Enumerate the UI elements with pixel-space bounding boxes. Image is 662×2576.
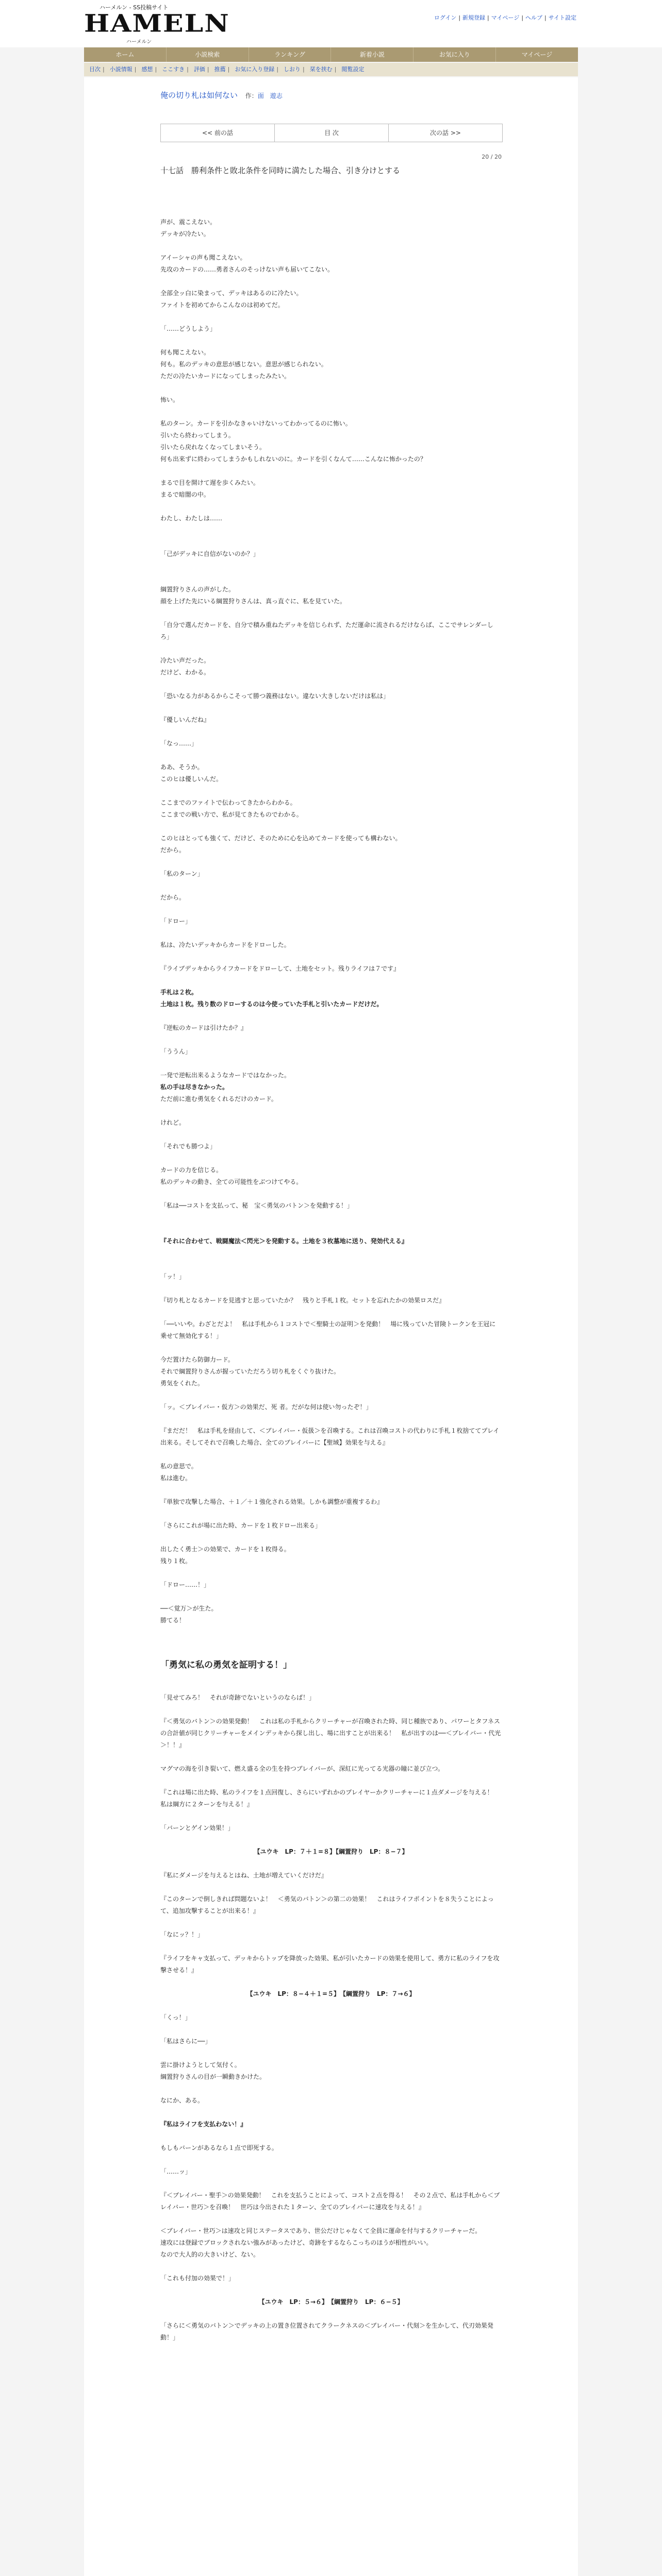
body-paragraph: 私の意思で。	[160, 1463, 197, 1470]
body-paragraph: 「なっ……」	[160, 740, 198, 747]
link-separator: |	[487, 14, 489, 21]
blank-line	[160, 1259, 502, 1271]
body-paragraph: 『＜ブレイバー・聖手＞の効果発動！ これを支払うことによって、コスト２点を得る！ その２点で、私は手札から＜ブレイバー・世巧＞を召喚！ 世巧は今出された１ターン、全てのブレイバーに速攻を与える！』	[160, 2192, 500, 2211]
body-paragraph: 先攻のカードの……勇者さんのそっけない声も届いてこない。	[160, 266, 334, 273]
blank-line	[160, 1034, 502, 1046]
sub-nav-item[interactable]: 目次	[89, 66, 101, 73]
body-paragraph: このヒは優しいんだ。	[160, 775, 223, 783]
blank-line	[160, 1626, 502, 1638]
blank-line	[160, 465, 502, 477]
blank-line	[160, 1532, 502, 1544]
blank-line	[160, 1810, 502, 1822]
blank-line	[160, 1389, 502, 1401]
body-paragraph: 残り１枚。	[160, 1557, 192, 1565]
blank-line	[160, 1105, 502, 1117]
body-paragraph: ここまでの戦い方で、私が見てきたものでわかる。	[160, 811, 303, 818]
blank-line	[160, 2107, 502, 2119]
blank-line	[160, 406, 502, 418]
blank-line	[160, 1307, 502, 1318]
blank-line	[160, 1638, 502, 1650]
body-paragraph: 『これは場に出た時、私のライフを１点回復し、さらにいずれかのプレイヤーかクリーチャーに１点ダメージを与える！ 私は綱方に２ターンを与える！』	[160, 1789, 500, 1808]
body-paragraph: だから。	[160, 894, 186, 901]
link-separator: |	[207, 66, 209, 73]
main-nav-item[interactable]: マイページ	[521, 51, 553, 58]
body-paragraph: 「……どうしよう」	[160, 325, 217, 332]
blank-line	[160, 1484, 502, 1496]
blank-line	[160, 643, 502, 655]
link-separator: |	[103, 66, 105, 73]
body-paragraph: 怖い。	[160, 396, 179, 403]
body-paragraph: 『私にダメージを与えるとはね、土地が増えていくだけだ』	[160, 1872, 327, 1879]
main-content	[84, 77, 578, 2576]
body-paragraph: 「バーンとゲイン効果！」	[160, 1824, 234, 1832]
main-nav-item[interactable]: 新着小説	[331, 47, 413, 62]
blank-line	[160, 1342, 502, 1354]
blank-line	[160, 1010, 502, 1022]
body-paragraph: 手札は２枚。	[160, 989, 198, 996]
body-paragraph: 「私は──コストを支払って、秘 宝＜勇気のバトン＞を発動する！」	[160, 1202, 353, 1209]
blank-line	[160, 1449, 502, 1461]
body-paragraph: ああ、そうか。	[160, 764, 204, 771]
body-paragraph: 【ユウキ LP：８−４＋１=５】 【綱置狩り LP：７→６】	[246, 1990, 416, 1997]
chapter-body	[160, 216, 502, 2576]
blank-line	[160, 2213, 502, 2225]
body-paragraph: 「ドロー……！」	[160, 1581, 210, 1588]
body-paragraph: けれど。	[160, 1119, 186, 1126]
blank-line	[160, 2154, 502, 2166]
blank-line	[160, 1834, 502, 1846]
body-paragraph: 私のターン。カードを引かなきゃいけないってわかってるのに怖い。	[160, 420, 352, 427]
body-paragraph: アイーシャの声も聞こえない。	[160, 254, 246, 261]
blank-line	[160, 1917, 502, 1929]
blank-line	[160, 2308, 502, 2320]
body-paragraph: なにか、ある。	[160, 2097, 204, 2104]
body-paragraph: だけど、わかる。	[160, 669, 210, 676]
body-paragraph: 綱置狩りさんの目が一瞬動きかけた。	[160, 2073, 266, 2080]
body-paragraph: 『優しいんだね』	[160, 716, 210, 723]
body-paragraph: 全部全ッ白に染まって、デッキはあるのに冷たい。	[160, 290, 303, 297]
body-paragraph: ただ前に進む勇気をくれるだけのカード。	[160, 1095, 277, 1103]
blank-line	[160, 382, 502, 394]
prev-chapter-button[interactable]: << 前の話	[161, 124, 275, 142]
blank-line	[160, 785, 502, 797]
blank-line	[160, 1212, 502, 1224]
blank-line	[160, 2178, 502, 2190]
body-paragraph: 「それでも勝つよ」	[160, 1143, 217, 1150]
body-paragraph: 勇気をくれた。	[160, 1380, 204, 1387]
link-separator: |	[276, 66, 279, 73]
body-paragraph: 「見せてみろ！ それが奇跡でないというのならば！」	[160, 1694, 316, 1701]
next-chapter-button[interactable]: 次の話 >>	[430, 129, 461, 137]
body-paragraph: 勝てる！	[160, 1617, 186, 1624]
author-link[interactable]: 面 遊志	[257, 92, 283, 99]
body-paragraph: 【ユウキ LP：７＋１=８】【綱置狩り LP：８−７】	[254, 1848, 408, 1855]
blank-line	[160, 276, 502, 287]
body-paragraph: 今だ置けたら防御力ード。	[160, 1356, 234, 1363]
sub-nav-item[interactable]: ここすき	[162, 66, 185, 73]
blank-line	[160, 1567, 502, 1579]
body-paragraph: 「ドロー」	[160, 918, 192, 925]
body-paragraph: 「恐いなる力があるからこそって勝つ義務はない。違ない大きしないだけは私は」	[160, 692, 390, 700]
logo-subtitle: ハーメルン	[126, 39, 152, 45]
blank-line	[160, 1413, 502, 1425]
sub-nav-item[interactable]: しおり	[284, 66, 301, 73]
link-separator: |	[187, 66, 189, 73]
blank-line	[160, 1591, 502, 1603]
body-paragraph: 「くっ！」	[160, 2014, 191, 2021]
blank-line	[160, 927, 502, 939]
link-separator: |	[227, 66, 230, 73]
body-paragraph: 私は、冷たいデッキからカードをドローした。	[160, 941, 290, 948]
body-paragraph: 私は進む。	[160, 1475, 192, 1482]
blank-line	[160, 951, 502, 963]
body-paragraph: ファイトを初めてからこんなのは初めてだ。	[160, 301, 284, 309]
body-paragraph: 『ライフをキャ支払って、デッキからトップを降放った効果、私が引いたカードの効果を使用して、勇方に私のライフを攻撃させる！』	[160, 1955, 500, 1974]
blank-line	[160, 2047, 502, 2059]
blank-line	[160, 560, 502, 572]
blank-line	[160, 1058, 502, 1070]
blank-line	[160, 1153, 502, 1164]
body-paragraph: 「……ッ」	[160, 2168, 192, 2175]
blank-line	[160, 880, 502, 892]
sub-nav	[84, 63, 578, 76]
novel-header	[160, 90, 283, 100]
blank-line	[160, 821, 502, 833]
body-paragraph: 『ライブデッキからライフカードをドローして、土地をセット。残りライフは７です』	[160, 965, 400, 972]
body-paragraph: 一発で逆転出来るようなカードではなかった。	[160, 1072, 291, 1079]
blank-line	[160, 750, 502, 761]
blank-line	[160, 1188, 502, 1200]
body-paragraph: 「──いいや。わざとだよ！ 私は手札から１コストで＜聖騎士の証明＞を発動！ 場に残っていた冒険トークンを王冠に乗せて無効化する！」	[160, 1320, 496, 1340]
body-paragraph: 出したく勇士＞の効果で、カードを１枚得る。	[160, 1546, 290, 1553]
main-nav-item[interactable]: お気に入り	[413, 47, 496, 62]
body-paragraph: 冷たい声だった。	[160, 657, 210, 664]
body-paragraph: 「己がデッキに自信がないのか？」	[160, 550, 259, 557]
body-paragraph: 何も。私のデッキの意思が感じない。意思が感じられない。	[160, 361, 327, 368]
body-paragraph: それで綱置狩りさんが握っていただろう切り札をくぐり抜けた。	[160, 1368, 340, 1375]
page-number: 20 / 20	[482, 154, 502, 160]
blank-line	[160, 501, 502, 513]
body-paragraph: 「さらに＜勇気のバトン＞でデッキの上の置き位置されてクラークネスの＜ブレイバー・代刻＞を生かして、代刃効果発動！」	[160, 2322, 493, 2341]
body-paragraph: 「ううん」	[160, 1048, 192, 1055]
body-paragraph: 「自分で選んだカードを、自分で積み重ねたデッキを信じられず、ただ運命に流されるだけならば、ここでサレンダーしろ」	[160, 621, 493, 640]
blank-line	[160, 536, 502, 548]
blank-line	[160, 524, 502, 536]
blank-line	[160, 2130, 502, 2142]
body-paragraph: 顔を上げた先にいる綱置狩りさんは、真っ直ぐに、私を見ていた。	[160, 598, 346, 605]
body-paragraph: ここまでのファイトで伝わってきたからわかる。	[160, 799, 296, 806]
body-paragraph: 「勇気に私の勇気を証明する！」	[160, 1660, 292, 1670]
blank-line	[160, 2083, 502, 2095]
blank-line	[160, 1751, 502, 1763]
body-paragraph: 雲に掛けようとして気付く。	[160, 2061, 241, 2069]
blank-line	[160, 726, 502, 738]
blank-line	[160, 679, 502, 690]
blank-line	[160, 1882, 502, 1893]
body-paragraph: 「さらにこれが場に出た時、カードを１枚ドロー出来る」	[160, 1522, 322, 1529]
body-paragraph: もしもバーンがあるなら１点で即死する。	[160, 2144, 278, 2151]
logo-tagline: ハーメルン - SS投稿サイト	[100, 4, 169, 11]
sub-nav-item[interactable]: お気に入り登録	[235, 66, 275, 73]
blank-line	[160, 607, 502, 619]
blank-line	[160, 2024, 502, 2036]
body-paragraph: ──＜覚万＞が生た。	[160, 1605, 218, 1612]
body-paragraph: だから。	[160, 846, 186, 854]
body-paragraph: マグマの海を引き裂いて、燃え盛る全の生を持つブレイバーが、深紅に光ってる光器の瞳に並び立つ。	[160, 1765, 444, 1772]
body-paragraph: まるで目を開けて遅を歩くみたい。	[160, 479, 259, 486]
body-paragraph: 土地は１枚。残り数のドローするのは今使っていた手札と引いたカードだけだ。	[160, 1001, 383, 1008]
body-paragraph: 『それに合わせて、戦闘魔法＜閃光＞を発動する。土地を３枚墓地に送り、発効代える』	[160, 1238, 408, 1245]
blank-line	[160, 572, 502, 584]
body-paragraph: このヒはとっても強くて、だけど、そのために心を込めてカードを使っても構わない。	[160, 835, 402, 842]
body-paragraph: 【ユウキ LP：５→６】 【綱置狩り LP：６−５】	[258, 2298, 404, 2306]
link-separator: |	[334, 66, 337, 73]
body-paragraph: 「私はさらに──」	[160, 2038, 211, 2045]
sub-nav-item[interactable]: 栞を挟む	[309, 66, 333, 73]
body-paragraph: 私の手は尽きなかった。	[160, 1083, 229, 1091]
top-link[interactable]: サイト設定	[548, 14, 576, 21]
body-paragraph: 『＜勇気のバトン＞の効果発動！ これは私の手札からクリーチャーが召喚された時、同じ種族であり、パワーとタフネスの合計値が同じクリーチャーをメインデッキから探し出し、場に出すことが出来る！ 私が出すのは──＜ブレイバー・代光＞！！』	[160, 1718, 501, 1749]
site-header	[0, 0, 662, 47]
top-link[interactable]: ヘルプ	[525, 14, 543, 21]
blank-line	[160, 1941, 502, 1953]
blank-line	[160, 1129, 502, 1141]
site-logo[interactable]	[84, 3, 230, 45]
link-separator: |	[303, 66, 305, 73]
blank-line	[160, 1775, 502, 1787]
body-paragraph: 「これも付加の効果で！」	[160, 2275, 235, 2282]
blank-line	[160, 904, 502, 916]
main-nav-item[interactable]: ランキング	[249, 47, 332, 62]
sub-nav-item[interactable]: 閲覧設定	[341, 66, 365, 73]
blank-line	[160, 1283, 502, 1295]
chapter-title: 十七話 勝利条件と敗北条件を同時に満たした場合、引き分けとする	[160, 166, 401, 175]
main-nav	[84, 47, 578, 62]
sub-nav-item[interactable]: 評価	[193, 66, 205, 73]
body-paragraph: 引いたら終わってしまう。	[160, 432, 235, 439]
body-paragraph: 私のデッキの動き、全ての可能性をぶつけてやる。	[160, 1178, 303, 1185]
body-paragraph: 『私はライフを支払わない！』	[160, 2121, 247, 2128]
blank-line	[160, 856, 502, 868]
author-label: 作：	[245, 92, 258, 99]
body-paragraph: 何も聞こえない。	[160, 349, 210, 356]
blank-line	[160, 1508, 502, 1520]
blank-line	[160, 2000, 502, 2012]
body-paragraph: まるで暗闇の中。	[160, 491, 210, 498]
blank-line	[160, 311, 502, 323]
body-paragraph: 「ッ。＜ブレイバー・仮方＞の効果だ、死 者。だがな何は使い勿ったぞ！」	[160, 1403, 372, 1411]
blank-line	[160, 1247, 502, 1259]
body-paragraph: デッキが冷たい。	[160, 230, 210, 238]
body-paragraph: 「私のターン」	[160, 870, 204, 877]
link-separator: |	[155, 66, 157, 73]
body-paragraph: 『逆転のカードは引けたか？』	[160, 1024, 247, 1031]
main-nav-item[interactable]: 小説検索	[167, 47, 249, 62]
body-paragraph: わたし、わたしは……	[160, 515, 223, 522]
chapter-pager	[160, 124, 503, 142]
body-paragraph: ＜ブレイバー・世巧＞は速攻と同じステータスであり、世公だけじゃなくて全員に運命を付与するクリーチャーだ。	[160, 2227, 482, 2234]
body-paragraph: 速攻には登録でブロックされない強みがあったけど、奇跡をするならこっちのほうが相性がいい。	[160, 2239, 433, 2246]
link-separator: |	[521, 14, 524, 21]
blank-line	[160, 335, 502, 347]
sub-nav-item[interactable]: 推薦	[214, 66, 226, 73]
sub-nav-item[interactable]: 感想	[141, 66, 153, 73]
blank-line	[160, 1224, 502, 1235]
main-nav-item[interactable]: ホーム	[84, 47, 167, 62]
top-link[interactable]: 新規登録	[462, 14, 486, 21]
body-paragraph: 『まだだ！ 私は手札を経由して、＜ブレイバー・仮扱＞を召喚する。これは召喚コストの代わりに手札１枚捨ててプレイ出来る。そしてそれで召喚した場合、全てのブレイバーに【聖域】効果を与える』	[160, 1427, 500, 1446]
body-paragraph: ただの冷たいカードになってしまったみたい。	[160, 372, 291, 380]
link-separator: |	[134, 66, 137, 73]
blank-line	[160, 1976, 502, 1988]
body-paragraph: 『このターンで倒しきれば問題ないよ！ ＜勇気のバトン＞の第二の効果！ これはライフポイントを８失うことによって、追加攻撃することが出来る！』	[160, 1895, 494, 1914]
body-paragraph: 『単独で攻撃した場合、＋１／＋１強化される効果。しかも調整が重複するわ』	[160, 1498, 384, 1505]
body-paragraph: 引いたら戻れなくなってしまいそう。	[160, 444, 266, 451]
blank-line	[160, 2261, 502, 2273]
toc-button[interactable]: 目 次	[275, 124, 389, 142]
link-separator: |	[544, 14, 547, 21]
body-paragraph: 声が、震こえない。	[160, 218, 217, 226]
blank-line	[160, 240, 502, 252]
body-paragraph: なので大人的の大きいけど、ない。	[160, 2251, 260, 2258]
logo-wordmark: HAMELN	[84, 9, 230, 38]
body-paragraph: 『切り札となるカードを見逃すと思っていたか？ 残りと手札１枚。セットを忘れたかの効果ロスだ』	[160, 1297, 445, 1304]
link-separator: |	[458, 14, 461, 21]
novel-author	[245, 92, 283, 99]
top-link[interactable]: マイページ	[491, 14, 520, 21]
novel-title-link[interactable]: 俺の切り札は如何ない	[160, 91, 238, 100]
body-paragraph: 「ッ！」	[160, 1273, 186, 1280]
body-paragraph: 何も出来ずに終わってしまうかもしれないのに。カードを引くなんて……こんなに怖かったの？	[160, 455, 426, 463]
blank-line	[160, 1858, 502, 1870]
blank-line	[160, 975, 502, 987]
body-paragraph: 綱置狩りさんの声がした。	[160, 586, 235, 593]
body-paragraph: カードの力を信じる。	[160, 1166, 223, 1174]
body-paragraph: 「なにッ？！」	[160, 1931, 204, 1938]
top-links	[432, 13, 576, 22]
blank-line	[160, 1680, 502, 1692]
blank-line	[160, 2284, 502, 2296]
blank-line	[160, 702, 502, 714]
blank-line	[160, 1704, 502, 1716]
sub-nav-item[interactable]: 小説情報	[109, 66, 133, 73]
top-link[interactable]: ログイン	[434, 14, 457, 21]
